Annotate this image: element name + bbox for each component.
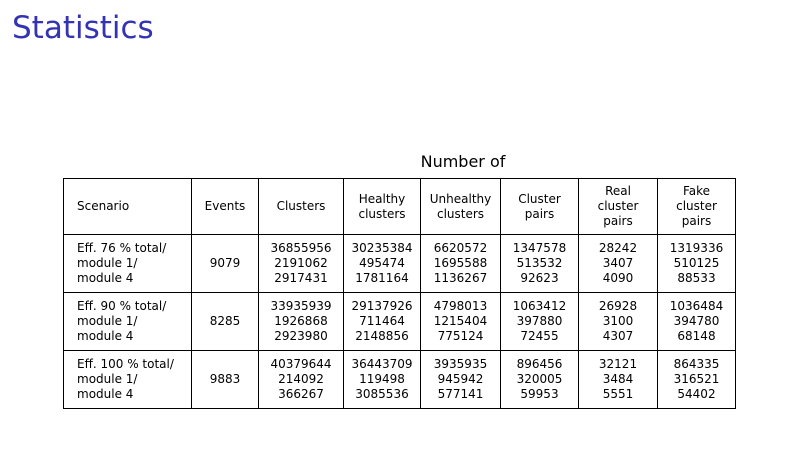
cell-events: 9883 xyxy=(192,351,259,409)
table-row xyxy=(64,351,736,409)
header-cluster-pairs: Cluster pairs xyxy=(501,179,579,235)
header-fake-cluster-pairs: Fake cluster pairs xyxy=(658,179,736,235)
table-row xyxy=(64,235,736,293)
cell-healthy-clusters: 36443709 119498 3085536 xyxy=(344,351,421,409)
cell-clusters: 36855956 2191062 2917431 xyxy=(259,235,344,293)
slide-title: Statistics xyxy=(12,10,154,46)
table-row xyxy=(64,293,736,351)
cell-fake-cluster-pairs: 1319336 510125 88533 xyxy=(658,235,736,293)
header-scenario: Scenario xyxy=(64,179,192,235)
cell-cluster-pairs: 1347578 513532 92623 xyxy=(501,235,579,293)
cell-unhealthy-clusters: 6620572 1695588 1136267 xyxy=(421,235,501,293)
cell-scenario: Eff. 76 % total/ module 1/ module 4 xyxy=(64,235,192,293)
header-events: Events xyxy=(192,179,259,235)
cell-events: 8285 xyxy=(192,293,259,351)
cell-clusters: 40379644 214092 366267 xyxy=(259,351,344,409)
cell-real-cluster-pairs: 26928 3100 4307 xyxy=(579,293,658,351)
cell-fake-cluster-pairs: 864335 316521 54402 xyxy=(658,351,736,409)
cell-healthy-clusters: 30235384 495474 1781164 xyxy=(344,235,421,293)
cell-real-cluster-pairs: 28242 3407 4090 xyxy=(579,235,658,293)
cell-events: 9079 xyxy=(192,235,259,293)
cell-real-cluster-pairs: 32121 3484 5551 xyxy=(579,351,658,409)
header-clusters: Clusters xyxy=(259,179,344,235)
cell-fake-cluster-pairs: 1036484 394780 68148 xyxy=(658,293,736,351)
table-header-row xyxy=(64,179,736,235)
cell-clusters: 33935939 1926868 2923980 xyxy=(259,293,344,351)
statistics-table xyxy=(63,178,736,409)
cell-unhealthy-clusters: 4798013 1215404 775124 xyxy=(421,293,501,351)
header-healthy-clusters: Healthy clusters xyxy=(344,179,421,235)
cell-healthy-clusters: 29137926 711464 2148856 xyxy=(344,293,421,351)
table-caption: Number of xyxy=(420,152,506,171)
cell-cluster-pairs: 1063412 397880 72455 xyxy=(501,293,579,351)
header-real-cluster-pairs: Real cluster pairs xyxy=(579,179,658,235)
cell-unhealthy-clusters: 3935935 945942 577141 xyxy=(421,351,501,409)
cell-cluster-pairs: 896456 320005 59953 xyxy=(501,351,579,409)
cell-scenario: Eff. 100 % total/ module 1/ module 4 xyxy=(64,351,192,409)
cell-scenario: Eff. 90 % total/ module 1/ module 4 xyxy=(64,293,192,351)
header-unhealthy-clusters: Unhealthy clusters xyxy=(421,179,501,235)
